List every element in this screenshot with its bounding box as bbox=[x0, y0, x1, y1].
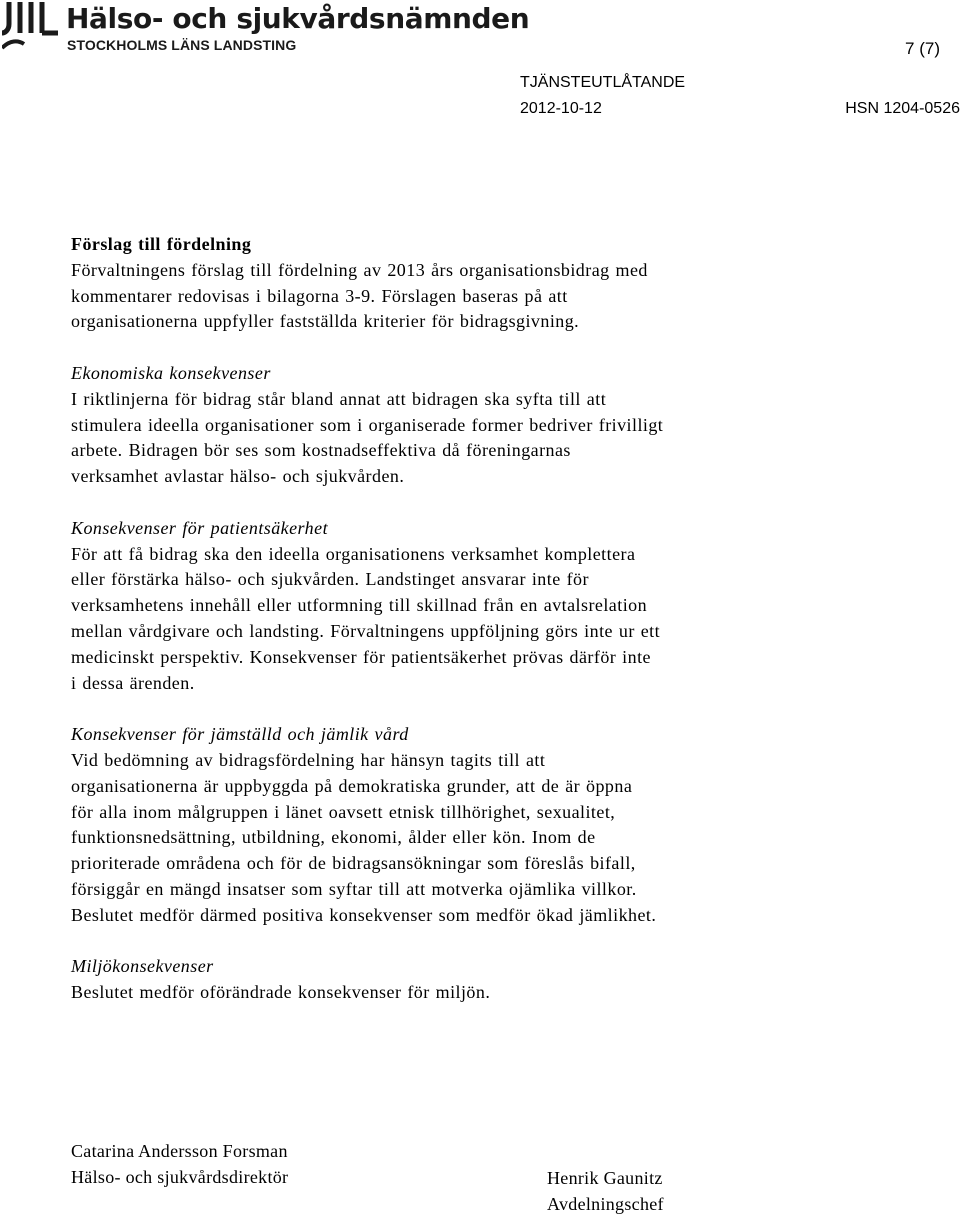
document-reference: HSN 1204-0526 bbox=[845, 100, 960, 117]
section-heading: Ekonomiska konsekvenser bbox=[71, 362, 271, 383]
section-miljo bbox=[71, 954, 951, 1006]
section-text: I riktlinjerna för bidrag står bland annat att bidragen ska syfta till att stimulera ideella organisationer som i organiserade former bedriver frivilligt arbete. Bidragen bör ses som kostnadseffektiva då föreningarnas verksamhet avlastar hälso- och sjukvården. bbox=[71, 388, 664, 487]
signer-name: Henrik Gaunitz bbox=[547, 1168, 663, 1188]
section-patientsakerhet bbox=[71, 516, 951, 697]
section-text: Vid bedömning av bidragsfördelning har hänsyn tagits till att organisationerna är uppbyggda på demokratiska grunder, att de är öppna för alla inom målgruppen i länet oavsett etnisk tillhörighet, sexualitet, funktionsnedsättning, utbildning, ekonomi, ålder eller kön. Inom de prioriterade områdena och för de bidragsansökningar som föreslås bifall, försiggår en mängd insatser som syftar till att motverka ojämlika villkor. Beslutet medför därmed positiva konsekvenser som medför ökad jämlikhet. bbox=[71, 749, 657, 925]
sll-logo-icon bbox=[2, 2, 60, 52]
document-type: TJÄNSTEUTLÅTANDE bbox=[520, 74, 686, 91]
signer-title: Avdelningschef bbox=[547, 1193, 664, 1214]
signature-block-department-head bbox=[547, 1166, 664, 1218]
section-heading: Förslag till fördelning bbox=[71, 234, 252, 254]
document-body bbox=[71, 232, 951, 1032]
signer-title: Hälso- och sjukvårdsdirektör bbox=[71, 1166, 289, 1187]
section-forslag bbox=[71, 232, 951, 335]
signer-name: Catarina Andersson Forsman bbox=[71, 1141, 288, 1161]
signature-block-director bbox=[71, 1139, 288, 1191]
section-heading: Konsekvenser för jämställd och jämlik vård bbox=[71, 724, 409, 745]
section-text: För att få bidrag ska den ideella organisationens verksamhet komplettera eller förstärka hälso- och sjukvården. Landstinget ansvarar inte för verksamhetens innehåll eller utformning till skillnad från en avtalsrelation mellan vårdgivare och landsting. Förvaltningens uppföljning görs inte ur ett medicinskt perspektiv. Konsekvenser för patientsäkerhet prövas därför inte i dessa ärenden. bbox=[71, 543, 661, 693]
logo-title: Hälso- och sjukvårdsnämnden bbox=[66, 2, 530, 35]
section-text: Beslutet medför oförändrade konsekvenser för miljön. bbox=[71, 982, 491, 1003]
section-heading: Konsekvenser för patientsäkerhet bbox=[71, 517, 329, 538]
document-date: 2012-10-12 bbox=[520, 100, 602, 117]
section-jamstalld bbox=[71, 722, 951, 928]
section-ekonomiska bbox=[71, 361, 951, 490]
page-number: 7 (7) bbox=[905, 39, 940, 58]
logo-subtitle: STOCKHOLMS LÄNS LANDSTING bbox=[67, 37, 297, 53]
organization-logo bbox=[0, 0, 530, 56]
section-heading: Miljökonsekvenser bbox=[71, 956, 214, 977]
section-text: Förvaltningens förslag till fördelning av 2013 års organisationsbidrag med kommentarer redovisas i bilagorna 3-9. Förslagen baseras på att organisationerna uppfyller fastställda kriterier för bidragsgivning. bbox=[71, 259, 648, 332]
